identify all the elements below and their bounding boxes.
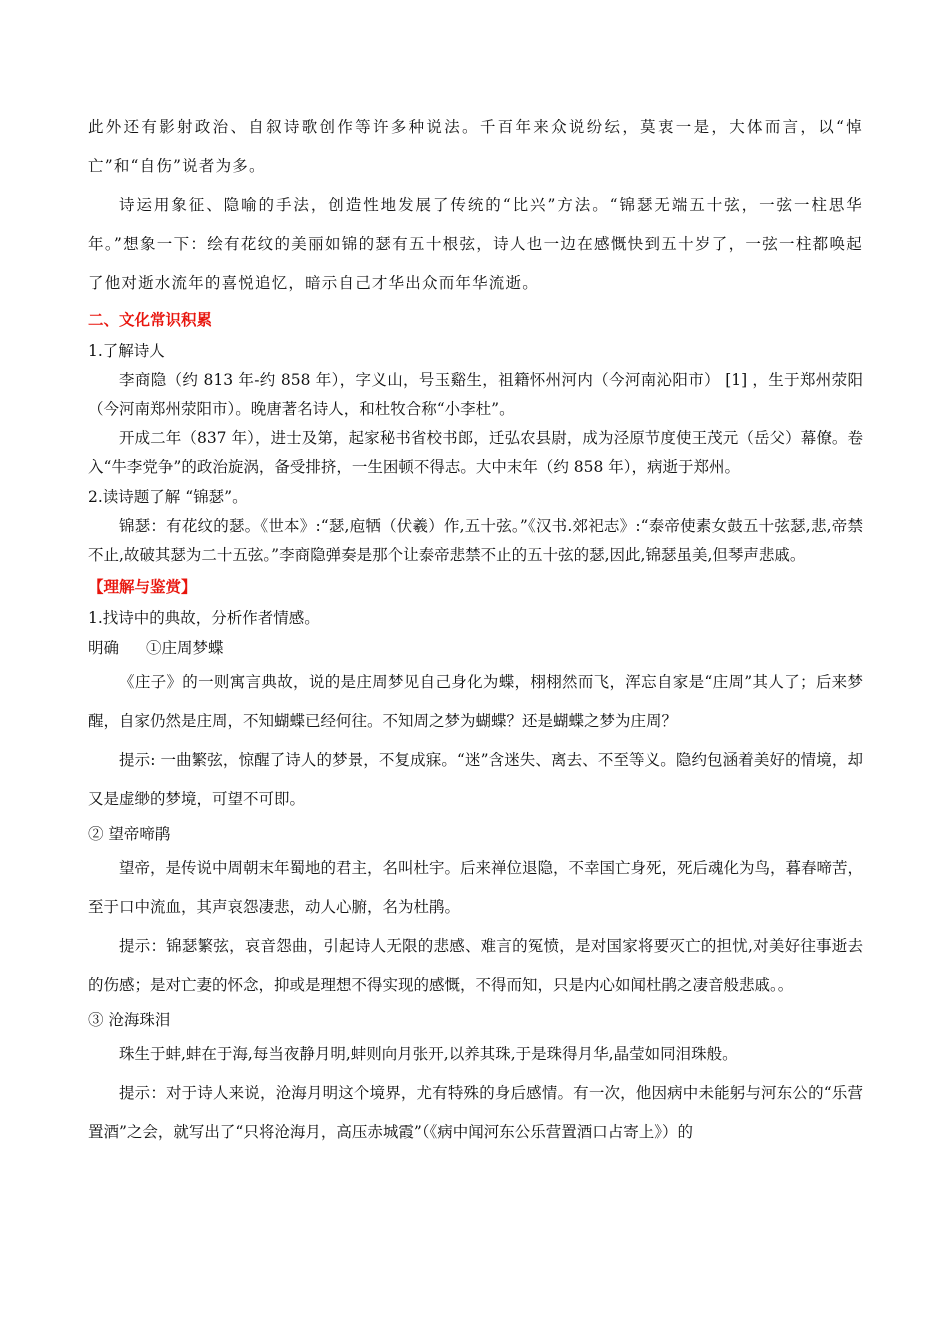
- poet-paragraph-2: 开成二年（837 年），进士及第，起家秘书省校书郎，迁弘农县尉，成为泾原节度使王茂元（岳父）幕僚。卷入“牛李党争”的政治旋涡，备受排挤，一生困顿不得志。大中末年（约 858 年），病逝于郑州。: [88, 429, 863, 476]
- answer-2-hint: 提示：锦瑟繁弦，哀音怨曲，引起诗人无限的悲感、难言的冤愤，是对国家将要灭亡的担忧,对美好往事逝去的伤感；是对亡妻的怀念，抑或是理想不得实现的感慨，不得而知，只是内心如闻杜鹃之凄音般悲戚。。: [88, 937, 863, 994]
- answer-1-title-line: [88, 633, 863, 663]
- intro-paragraph-2: 诗运用象征、隐喻的手法，创造性地发展了传统的“比兴”方法。“锦瑟无端五十弦，一弦一柱思华年。”想象一下：绘有花纹的美丽如锦的瑟有五十根弦，诗人也一边在感慨快到五十岁了，一弦一柱都唤起了他对逝水流年的喜悦追忆，暗示自己才华出众而年华流逝。: [88, 196, 863, 292]
- answer-1-hint: 提示: 一曲繁弦，惊醒了诗人的梦景，不复成寐。“迷”含迷失、离去、不至等义。隐约包涵着美好的情境，却又是虚缈的梦境，可望不可即。: [88, 751, 863, 808]
- poet-paragraph-1: 李商隐（约 813 年-约 858 年），字义山，号玉谿生，祖籍怀州河内（今河南沁阳市） [1] ，生于郑州荥阳（今河南郑州荥阳市）。晚唐著名诗人，和杜牧合称“小李杜”。: [88, 371, 863, 418]
- document-page: [88, 108, 863, 1152]
- ming-label: 明确: [88, 639, 120, 657]
- answer-3-title: ③ 沧海珠泪: [88, 1011, 171, 1029]
- answer-2-title: ② 望帝啼鹃: [88, 825, 171, 843]
- section-heading-appreciation: 【理解与鉴赏】: [88, 578, 197, 596]
- intro-paragraph-1: 此外还有影射政治、自叙诗歌创作等许多种说法。千百年来众说纷纭，莫衷一是，大体而言，以“悼亡”和“自伤”说者为多。: [88, 118, 863, 175]
- answer-2-text: 望帝，是传说中周朝末年蜀地的君主，名叫杜宇。后来禅位退隐，不幸国亡身死，死后魂化为鸟，暮春啼苦，至于口中流血，其声哀怨凄悲，动人心腑，名为杜鹃。: [88, 859, 864, 916]
- section-heading-culture: 二、文化常识积累: [88, 311, 213, 329]
- question-1: 1.找诗中的典故，分析作者情感。: [88, 609, 320, 627]
- answer-3-text: 珠生于蚌,蚌在于海,每当夜静月明,蚌则向月张开,以养其珠,于是珠得月华,晶莹如同泪珠般。: [119, 1045, 738, 1063]
- answer-1-text: 《庄子》的一则寓言典故，说的是庄周梦见自己身化为蝶，栩栩然而飞，浑忘自家是“庄周”其人了；后来梦醒，自家仍然是庄周，不知蝴蝶已经何往。不知周之梦为蝴蝶？还是蝴蝶之梦为庄周？: [88, 673, 863, 730]
- answer-1-title: ①庄周梦蝶: [146, 639, 224, 657]
- jinse-paragraph: 锦瑟：有花纹的瑟。《世本》:“瑟,庖牺（伏羲）作,五十弦。”《汉书.郊祀志》:“泰帝使素女鼓五十弦瑟,悲,帝禁不止,故破其瑟为二十五弦。”李商隐弹奏是那个让泰帝悲禁不止的五十弦的瑟,因此,锦瑟虽美,但琴声悲戚。: [88, 517, 863, 564]
- item-title-poet: 1.了解诗人: [88, 342, 165, 360]
- item-title-jinse: 2.读诗题了解 “锦瑟”。: [88, 488, 248, 506]
- answer-3-hint: 提示：对于诗人来说，沧海月明这个境界，尤有特殊的身后感情。有一次，他因病中未能躬与河东公的“乐营置酒”之会，就写出了“只将沧海月，高压赤城霞”（《病中闻河东公乐营置酒口占寄上》）的: [88, 1084, 863, 1141]
